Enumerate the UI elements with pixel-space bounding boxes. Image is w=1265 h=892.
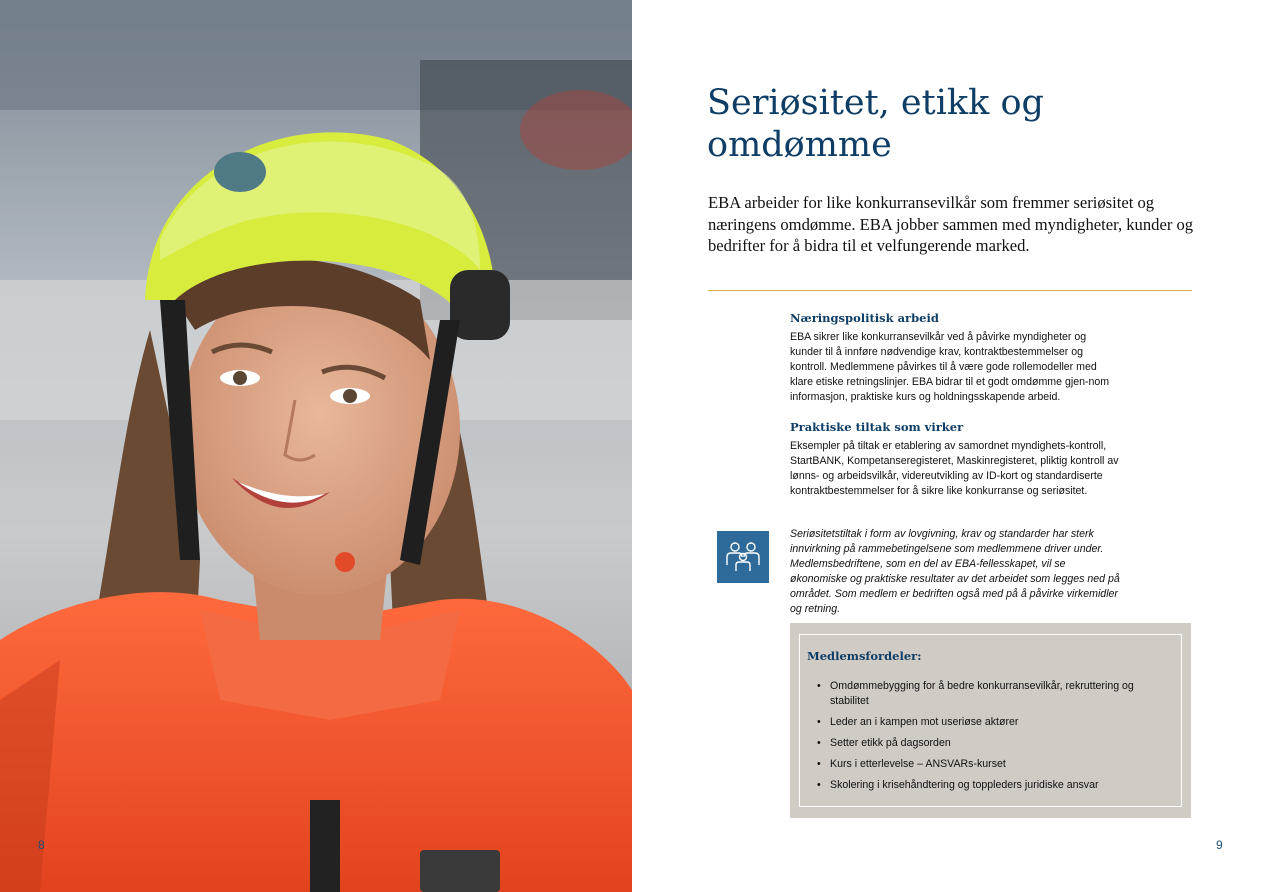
divider-rule xyxy=(708,290,1192,291)
section-heading: Næringspolitisk arbeid xyxy=(790,311,939,325)
list-item: • Leder an i kampen mot useriøse aktører xyxy=(807,715,1167,730)
list-item: • Omdømmebygging for å bedre konkurransevilkår, rekruttering og stabilitet xyxy=(807,679,1167,709)
list-item: • Kurs i etterlevelse – ANSVARs-kurset xyxy=(807,757,1167,772)
section-heading: Praktiske tiltak som virker xyxy=(790,420,964,434)
list-item: • Skolering i krisehåndtering og toppleders juridiske ansvar xyxy=(807,778,1167,793)
photo-worker xyxy=(0,0,632,892)
benefits-heading: Medlemsfordeler: xyxy=(807,649,922,663)
benefits-box xyxy=(790,623,1191,818)
page-number-left: 8 xyxy=(38,838,45,852)
intro-paragraph: EBA arbeider for like konkurransevilkår som fremmer seriøsitet og næringens omdømme. EBA jobber sammen med myndigheter, kunder og bedrifter for å bidra til et velfungerende marked. xyxy=(708,193,1194,255)
list-item: • Setter etikk på dagsorden xyxy=(807,736,1167,751)
page-number-right: 9 xyxy=(1216,838,1223,852)
benefits-list xyxy=(807,679,1167,799)
section-body: Eksempler på tiltak er etablering av samordnet myndighets-kontroll, StartBANK, Kompetanseregisteret, Maskinregisteret, pliktig kontroll av lønns- og arbeidsvilkår, videreutvikling av ID-kort og standardiserte kontraktbestemmelser for å sikre like konkurranse og seriøsitet. xyxy=(790,440,1119,497)
section-praktiske-tiltak xyxy=(790,420,1120,499)
page-title: Seriøsitet, etikk og omdømme xyxy=(707,83,1044,165)
people-group-icon xyxy=(717,531,769,583)
section-body: EBA sikrer like konkurransevilkår ved å påvirke myndigheter og kunder til å innføre nødvendige krav, kontraktbestemmelser og kontroll. Medlemmene påvirkes til å være gode rollemodeller med klare etiske retningslinjer. EBA bidrar til et godt omdømme gjen-nom informasjon, praktiske kurs og holdningsskapende arbeid. xyxy=(790,331,1110,403)
quote-text: Seriøsitetstiltak i form av lovgivning, krav og standarder har sterk innvirkning på rammebetingelsene som medlemmene driver under. Medlemsbedriftene, som en del av EBA-fellesskapet, vil se økonomiske og praktiske resultater av det arbeidet som legges ned på området. Som medlem er bedriften også med på å påvirke virkemidler og retning. xyxy=(790,528,1120,615)
section-naeringspolitisk xyxy=(790,311,1120,405)
